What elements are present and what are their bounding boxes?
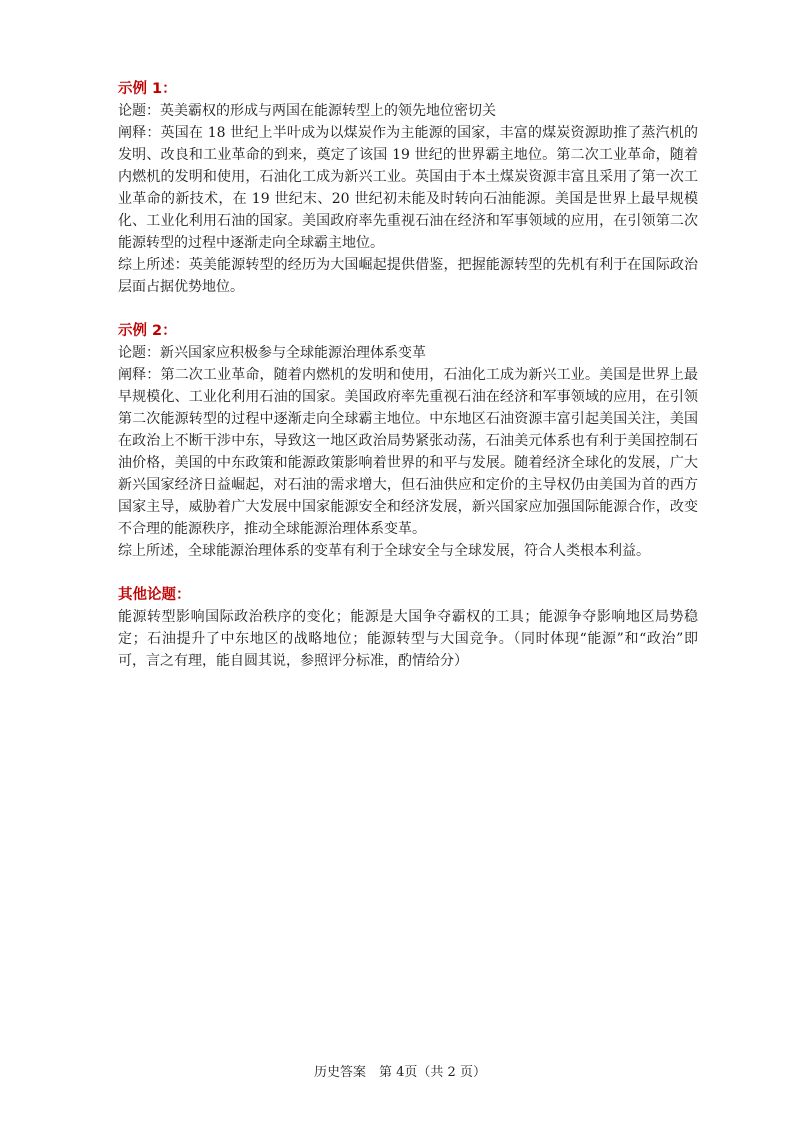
example-1-explanation: 阐释：英国在 18 世纪上半叶成为以煤炭作为主能源的国家，丰富的煤炭资源助推了蒸汽机的发明、改良和工业革命的到来，奠定了该国 19 世纪的世界霸主地位。第二次工业革命，随着内燃机的发明和使用，石油化工成为新兴工业。英国由于本土煤炭资源丰富且采用了第一次工业革命的新技术，在 19 世纪末、20 世纪初未能及时转向石油能源。美国是世界上最早规模化、工业化利用石油的国家。美国政府率先重视石油在经济和军事领域的应用，在引领第二次能源转型的过程中逐渐走向全球霸主地位。 bbox=[118, 125, 698, 251]
other-theses-title: 其他论题： bbox=[118, 587, 191, 603]
example-2-title: 示例 2： bbox=[118, 323, 177, 339]
example-1-thesis: 论题：英美霸权的形成与两国在能源转型上的领先地位密切关 bbox=[118, 103, 496, 119]
example-1-title: 示例 1： bbox=[118, 81, 177, 97]
example-2-explanation: 阐释：第二次工业革命，随着内燃机的发明和使用，石油化工成为新兴工业。美国是世界上最早规模化、工业化利用石油的国家。美国政府率先重视石油在经济和军事领域的应用，在引领第二次能源转型的过程中逐渐走向全球霸主地位。中东地区石油资源丰富引起美国关注，美国在政治上不断干涉中东，导致这一地区政治局势紧张动荡，石油美元体系也有利于美国控制石油价格，美国的中东政策和能源政策影响着世界的和平与发展。随着经济全球化的发展，广大新兴国家经济日益崛起，对石油的需求增大，但石油供应和定价的主导权仍由美国为首的西方国家主导，威胁着广大发展中国家能源安全和经济发展，新兴国家应加强国际能源合作，改变不合理的能源秩序，推动全球能源治理体系变革。 bbox=[118, 367, 698, 537]
example-2-conclusion: 综上所述，全球能源治理体系的变革有利于全球安全与全球发展，符合人类根本利益。 bbox=[118, 543, 650, 559]
example-1-conclusion: 综上所述：英美能源转型的经历为大国崛起提供借鉴，把握能源转型的先机有利于在国际政治层面占据优势地位。 bbox=[118, 257, 698, 295]
other-theses-text: 能源转型影响国际政治秩序的变化；能源是大国争夺霸权的工具；能源争夺影响地区局势稳定；石油提升了中东地区的战略地位；能源转型与大国竞争。（同时体现“能源”和“政治”即可，言之有理，能自圆其说，参照评分标准，酌情给分） bbox=[118, 609, 698, 669]
other-theses-section bbox=[118, 584, 698, 672]
answer-content bbox=[118, 78, 698, 694]
example-2-thesis: 论题：新兴国家应积极参与全球能源治理体系变革 bbox=[118, 345, 426, 361]
page-footer: 历史答案 第 4页（共 2 页） bbox=[314, 1065, 486, 1080]
example-2-section bbox=[118, 320, 698, 562]
example-1-section bbox=[118, 78, 698, 298]
